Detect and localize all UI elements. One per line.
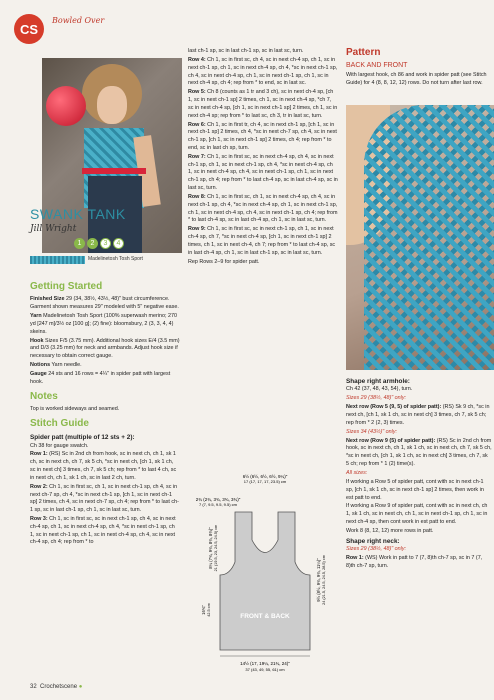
column-1 — [30, 280, 180, 548]
column-3-cont — [346, 376, 492, 572]
stitch-guide-heading: Stitch Guide — [30, 417, 89, 429]
next-row-2: Next row (Row 9 (5) of spider patt): (RS) Sc in 2nd ch from hook, sc in next ch, ch 1, sk 1 ch, sc in next ch, ch 7, sk 5 ch, *sc in next ch, [ch 1, sk 1 ch, sc in next ch] 3 times, ch 7, sk 5 ch; rep from * 1 (2) time(s). — [346, 437, 492, 467]
yarn-credit: Madelinetosh Tosh Sport — [88, 256, 143, 262]
designer-name: Jill Wright — [30, 224, 77, 234]
shape-right-neck: Shape right neck: — [346, 537, 400, 545]
detail-photo — [346, 105, 494, 370]
all-sizes-2: If working a Row 9 of spider patt, cont with sc in next ch, ch 1, sk 1 ch, sc in next ch, ch 1, sc in next ch-1 sp, ch 1, sc in next ch-4 sp, then cont work in est patt to end. — [346, 503, 488, 526]
skill-level-1-icon: 1 — [74, 238, 85, 249]
all-sizes-1: If working a Row 5 of spider patt, cont with sc in next ch-1 sp, [ch 1, sk 1 ch, sc in next ch-1 sp] 2 times, then work in est patt to end. — [346, 478, 484, 501]
sg-row-6: Row 6: Ch 1, sc in first tr, ch 4, sc in next ch-1 sp, [ch 1, sc in next ch-1 sp] 2 times, ch 4, *sc in next ch-7 sp, ch 4, sc in next ch-1 sp, [ch 1, sc in next ch-1 sp] 2 times, ch 4; rep from * to end, sc in last ch sp, turn. — [188, 121, 337, 151]
skill-level-4-icon: 4 — [113, 238, 124, 249]
shape-right-armhole: Shape right armhole: — [346, 378, 410, 385]
next-row-1: Next row (Row 5 (9, 5) of spider patt): (RS) Sk 9 ch, *sc in next ch, [ch 1, sk 1 ch, sc in next ch] 3 times, ch 7, sk 5 ch; rep from * 2 (2, 3) times. — [346, 404, 490, 426]
sg-row-4: Row 4: Ch 1, sc in first sc, ch 4, sc in next ch-4 sp, ch 1, sc in next ch-1 sp, ch 1, sc in next ch-4 sp, ch 4, *sc in next ch-1 sp, ch 4, sc in next ch-4 sp, ch 1, sc in next ch-1 sp, ch 1, sc in next ch-4 sp, ch 4; rep from * to end, sc in last sc. — [188, 56, 338, 87]
mid-height-cm: 42.5 cm — [207, 603, 211, 617]
sg-row-3: Row 3: Ch 1, sc in first sc, sc in next ch-1 sp, ch 4, sc in next ch-4 sp, ch 1, sc in next ch-4 sp, ch 4, *sc in next ch-1 sp, ch 1, sc in next ch-1 sp, ch 1, sc in next ch-4 sp, ch 4, sc in next ch-4 sp, ch 4; rep from * to — [30, 516, 176, 546]
getting-started-heading: Getting Started — [30, 281, 103, 292]
right-height-label: 9½ (8½, 9¾, 9¾, 11¼)" — [316, 558, 321, 602]
sizes-note-3: Sizes 29 (38½, 48)" only: — [346, 546, 407, 553]
sizes-note-2: Sizes 34 (43½)" only: — [346, 428, 398, 435]
sg-row-5: Row 5: Ch 8 (counts as 1 tr and 3 ch), sc in next ch-4 sp, [ch 1, sc in next ch-1 sp] 2 times, ch 1, sc in next ch-4 sp, *ch 7, sc in next ch-4 sp, [ch 1, sc in next ch-1 sp] 2 times, ch 1, sc in next ch-4 sp; rep from * to last sc, ch 3, tr in last sc, turn. — [188, 89, 338, 119]
top-width-label: 6½ (6½, 6½, 6½, 9¼)" — [242, 474, 288, 479]
section-badge: CS — [14, 14, 44, 44]
column-3 — [346, 46, 492, 89]
gauge-spec: Gauge 24 sts and 16 rows = 4¼" in spider patt with largest hook. — [30, 371, 171, 385]
spider-patt-heading: Spider patt (multiple of 12 sts + 2): — [30, 434, 135, 442]
notes-heading: Notes — [30, 390, 58, 402]
magazine-name: Crochetscene — [40, 684, 78, 690]
back-front-subheading: BACK AND FRONT — [346, 62, 408, 70]
top-width-cm: 17 (17, 17, 17, 23.5) cm — [243, 479, 287, 484]
sg-row-9: Row 9: Ch 1, sc in first sc, sc in next ch-1 sp, ch 1, sc in next ch-4 sp, ch 7, *sc in next ch-4 sp, [ch 1, sc in next ch-1 sp] 2 times, ch 1, sc in next ch-4, ch 7; rep from * to last ch-4 sp, sc in last ch-4 sp, ch 1, sc in last ch-1 sp, sc in last sc, turn. — [188, 226, 336, 256]
chain-text: Ch 38 for gauge swatch. — [30, 442, 89, 449]
yarn-spec: Yarn Madelinetosh Tosh Sport (100% superwash merino; 270 yd [247 m]/3½ oz [100 g]; (2) fine): bloomsbury, 2 (3, 3, 4, 4) skeins. — [30, 313, 178, 335]
pattern-intro: With largest hook, ch 86 and work in spider patt (see Stitch Guide) for 4 (8, 8, 12, 12) rows. Do not turn after last row. — [346, 72, 487, 87]
front-back-label: FRONT & BACK — [240, 613, 290, 620]
shoulder-label: 2¾ (2¾, 3¾, 3¾, 3¾)" — [195, 497, 241, 502]
repeat-text: Rep Rows 2–9 for spider patt. — [188, 258, 260, 265]
garment-outline — [220, 512, 310, 650]
column-2 — [188, 48, 338, 268]
page-number: 32 — [30, 684, 37, 690]
shoulder-cm: 7 (7, 9.5, 9.5, 9.5) cm — [198, 502, 238, 507]
sg-row-7: Row 7: Ch 1, sc in first sc, sc in next ch-4 sp, ch 4, sc in next ch-1 sp, ch 1, sc in next ch-1 sp, ch 4, *sc in next ch-4 sp, ch 1, sc in next ch-4 sp, ch 4, sc in next ch-1 sp, ch 1, sc in next ch-1 sp, ch 4; rep from * to last ch-4 sp, sc in last ch-4 sp, sc in last sc, turn. — [188, 153, 338, 192]
all-sizes-note: All sizes: — [346, 469, 368, 476]
yarn-swatch — [30, 256, 85, 264]
sg-row-8: Row 8: Ch 1, sc in first sc, ch 1, sc in next ch-4 sp, ch 4, sc in next ch-1 sp, ch 4, *sc in next ch-4 sp, ch 1, sc in next ch-1 sp, ch 1, sc in next ch-4 sp, ch 4, sc in next ch-1 sp, ch 4; rep from * to last ch-4 sp, sc in last ch-4 sp, ch 1, sc in last sc, turn. — [188, 194, 338, 224]
sg-row-2: Row 2: Ch 1, sc in first sc, ch 1, sc in next ch-1 sp, ch 4, sc in next ch-7 sp, ch 4, *sc in next ch-1 sp, [ch 1, sc in next ch-1 sp] 2 times, ch 4, sc in next ch-7 sp, ch 4; rep from * to last ch-1 sp, sc in last ch-1 sp, ch 1, sc in last sc, turn. — [30, 483, 179, 514]
section-title: Bowled Over — [52, 16, 105, 25]
notions-spec: Notions Yarn needle. — [30, 362, 82, 369]
mid-height-label: 16¾" — [201, 605, 206, 615]
hook-spec: Hook Sizes F/5 (3.75 mm). Additional hook sizes E/4 (3.5 mm) and D/3 (3.25 mm) for neck and armbands. Adjust hook size if necessary to obtain correct gauge. — [30, 337, 180, 360]
work-more-rows: Work 8 (8, 12, 12) more rows in patt. — [346, 528, 434, 534]
sizes-note-1: Sizes 29 (38½, 48)" only: — [346, 395, 407, 402]
right-height-cm: 24 (21.5, 24.5, 24.5, 28.5) cm — [322, 555, 326, 605]
sg-row-1: Row 1: (RS) Sc in 2nd ch from hook, sc in next ch, ch 1, sk 1 ch, sc in next ch, ch 7, sk 5 ch, *sc in next ch, [ch 1, sk 1 ch, sc in next ch] 3 times, ch 7, sk 5 ch; rep from * to last 4 ch, sc in next ch, ch 1, sk 1 ch, sc in last 2 ch, turn. — [30, 451, 177, 481]
neck-row-1: Row 1: (WS) Work in patt to 7 (7, 8)th ch-7 sp, sc in 7 (7, 8)th ch-7 sp, turn. — [346, 555, 483, 569]
footer-dot-icon: ● — [78, 684, 83, 690]
armhole-chain: Ch 42 (37, 48, 43, 54), turn. — [346, 386, 413, 393]
left-height-label: 8¼ (7¾, 9¾, 8¾, 8¾)" — [208, 527, 213, 569]
pattern-heading: Pattern — [346, 47, 381, 58]
finished-size: Finished Size 29 (34, 38½, 43½, 48)" bust circumference. Garment shown measures 29" modeled with 5" negative ease. — [30, 296, 179, 311]
pattern-title: SWANK TANK — [30, 206, 126, 222]
skill-level-2-icon: 2 — [87, 238, 98, 249]
bottom-width-cm: 37 (43, 49, 55, 61) cm — [245, 667, 285, 672]
page-footer — [30, 684, 82, 690]
left-height-cm: 21 (19.5, 23, 24.5, 24.5) cm — [214, 524, 218, 572]
notes-text: Top is worked sideways and seamed. — [30, 406, 120, 413]
schematic-diagram — [190, 470, 340, 675]
skill-level-3-icon: 3 — [100, 238, 111, 249]
bottom-width-label: 14½ (17, 19¼, 21¾, 24)" — [240, 661, 290, 666]
sg-row-3-cont: last ch-1 sp, sc in last ch-1 sp, sc in last sc, turn. — [188, 48, 304, 54]
